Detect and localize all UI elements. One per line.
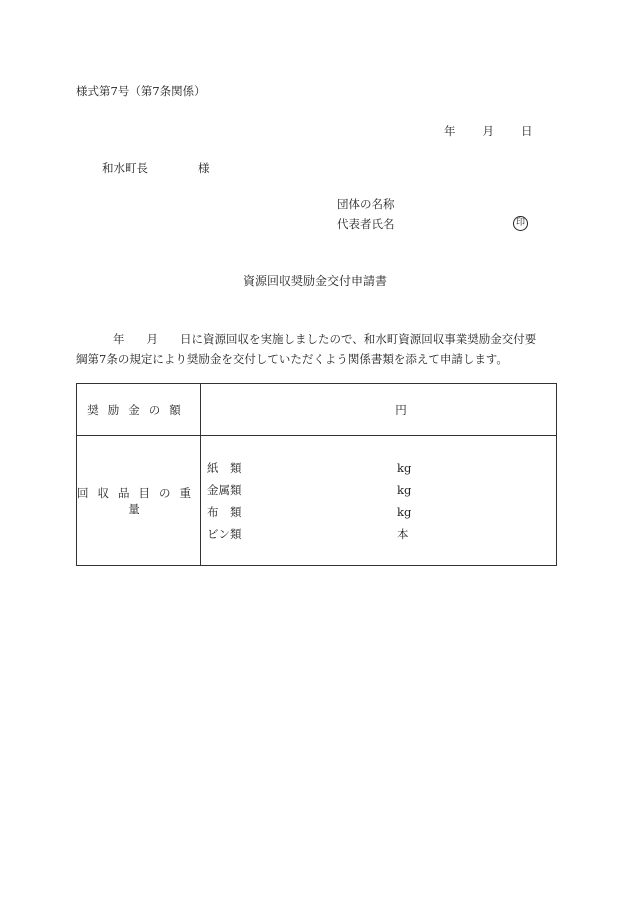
amount-value-cell <box>201 384 557 436</box>
amount-label: 奨励金の額 <box>87 402 190 417</box>
date-line <box>444 123 533 139</box>
table-row-weights <box>77 436 557 566</box>
document-title: 資源回収奨励金交付申請書 <box>242 274 387 288</box>
list-item <box>201 523 556 545</box>
body-line-1-rest: 日に資源回収を実施しましたので、和水町資源回収事業奨励金交付要 <box>180 332 537 346</box>
item-unit: kg <box>397 482 412 497</box>
date-day: 日 <box>521 124 533 138</box>
item-name: 紙 類 <box>207 460 242 475</box>
item-unit: kg <box>397 504 412 519</box>
application-table <box>76 383 557 566</box>
body-text <box>76 329 556 369</box>
weight-items-cell <box>201 436 557 566</box>
item-name: 金属類 <box>207 482 242 497</box>
date-month: 月 <box>482 124 494 138</box>
item-unit: kg <box>397 460 412 475</box>
body-line-1 <box>76 329 556 349</box>
item-unit: 本 <box>397 526 409 541</box>
list-item <box>201 501 556 523</box>
item-name: 布 類 <box>207 504 242 519</box>
addressee-line <box>102 160 210 176</box>
body-year: 年 <box>113 332 125 346</box>
amount-label-cell <box>77 384 201 436</box>
weight-label: 回収品目の重量 <box>77 485 200 516</box>
table-row-amount <box>77 384 557 436</box>
weight-label-cell <box>77 436 201 566</box>
form-number: 様式第7号（第7条関係） <box>76 84 206 98</box>
body-line-2: 綱第7条の規定により奨励金を交付していただくよう関係書類を添えて申請します。 <box>76 352 508 366</box>
representative-label: 代表者氏名 <box>337 217 395 231</box>
addressee-name: 和水町長 <box>102 161 148 175</box>
list-item <box>201 457 556 479</box>
item-name: ビン類 <box>207 526 242 541</box>
body-month: 月 <box>146 332 158 346</box>
seal-mark: 印 <box>513 216 528 231</box>
date-year: 年 <box>444 124 456 138</box>
honorific: 様 <box>198 161 210 175</box>
amount-unit: 円 <box>395 402 407 417</box>
list-item <box>201 479 556 501</box>
org-name-label: 団体の名称 <box>337 197 395 211</box>
